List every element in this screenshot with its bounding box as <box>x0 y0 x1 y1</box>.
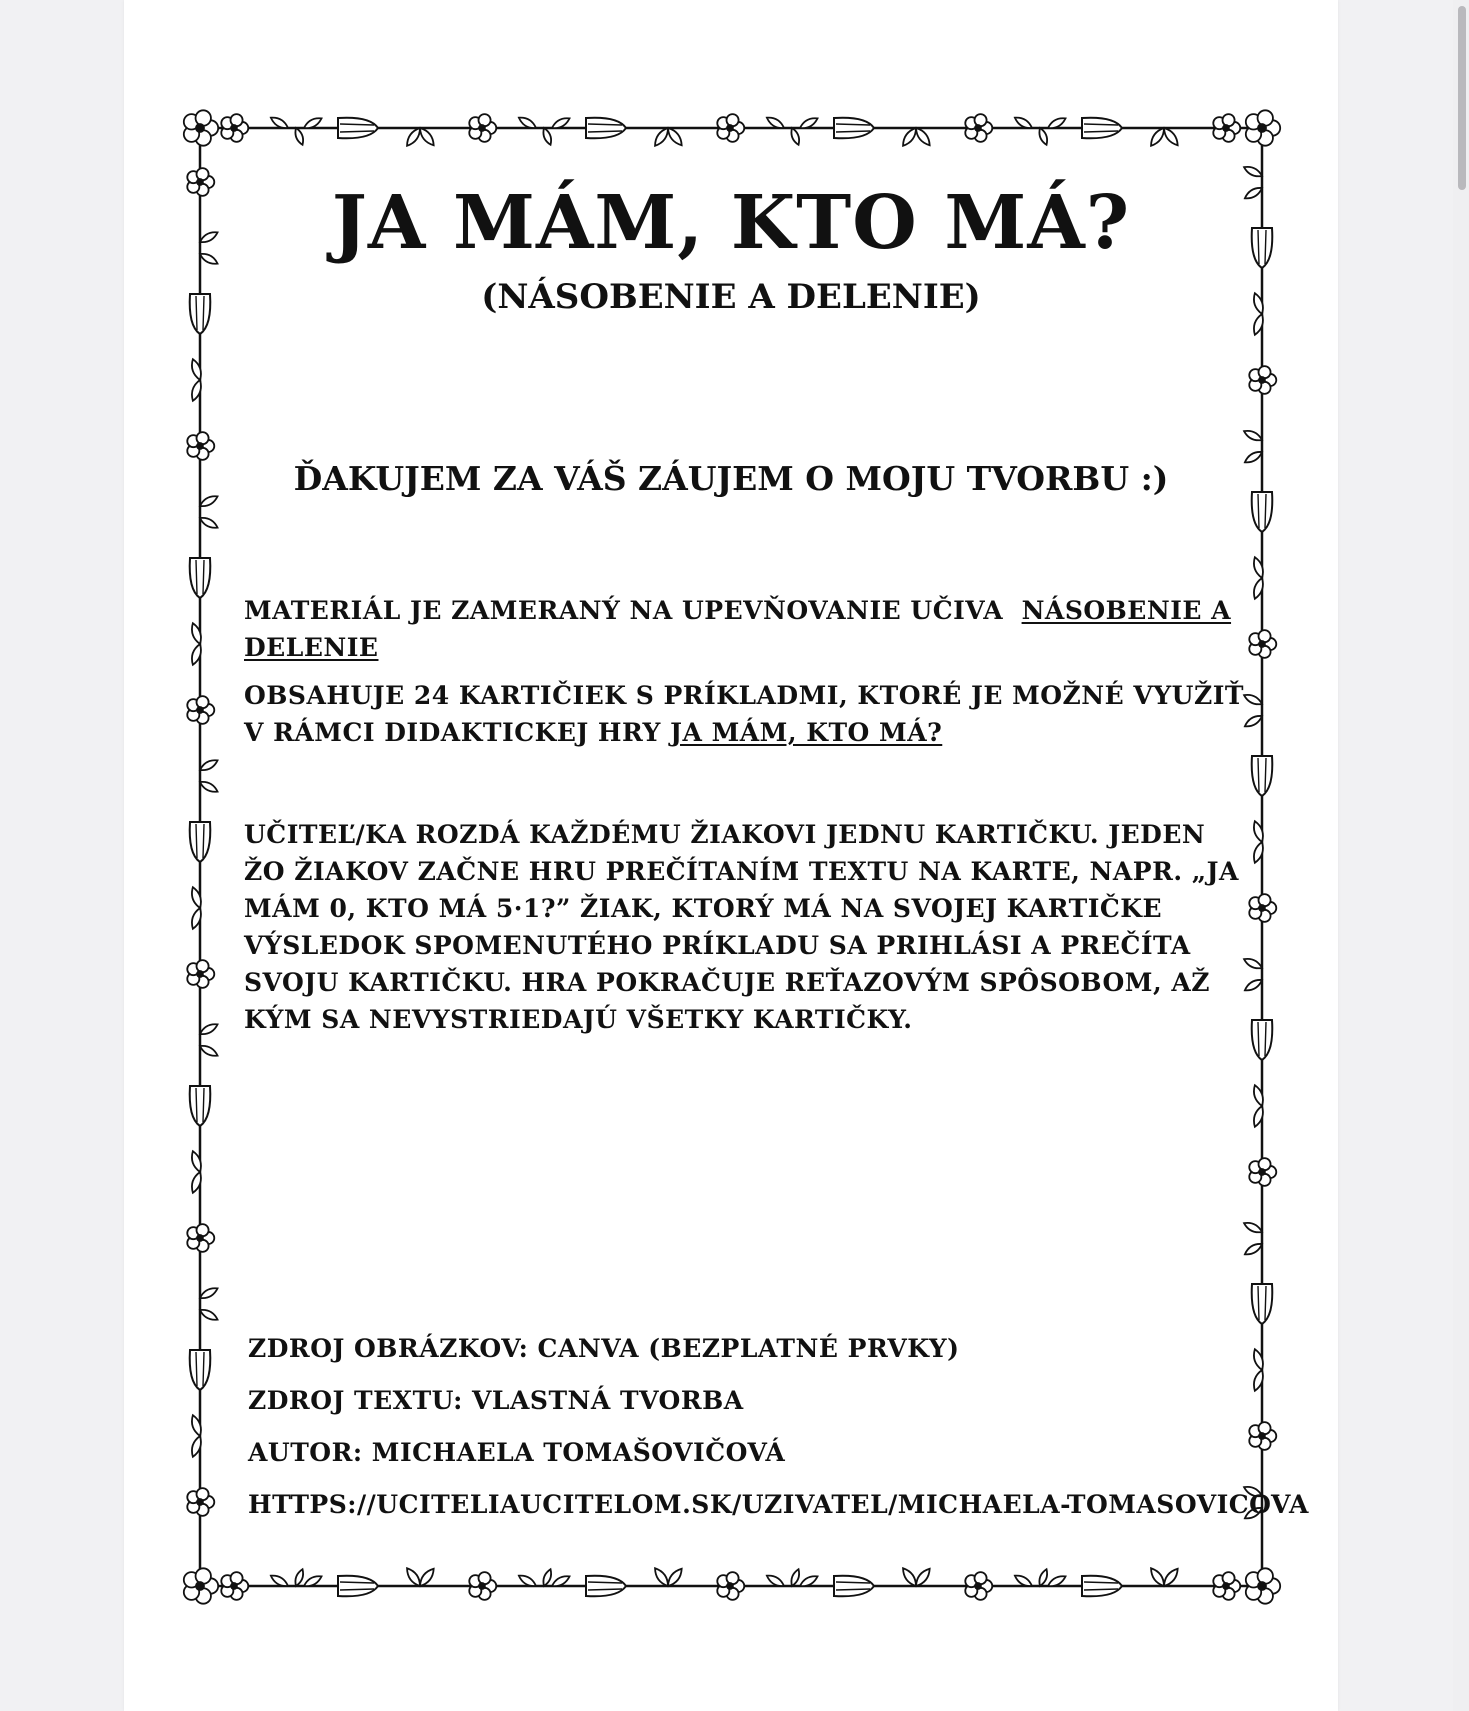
document-subtitle: (NÁSOBENIE A DELENIE) <box>481 277 981 317</box>
credit-text: ZDROJ TEXTU: VLASTNÁ TVORBA <box>248 1386 744 1415</box>
paragraph-contents-text: OBSAHUJE 24 KARTIČIEK S PRÍKLADMI, KTORÉ JE MOŽNÉ VYUŽIŤ V RÁMCI DIDAKTICKEJ HRY <box>244 681 1245 747</box>
credit-author: AUTOR: MICHAELA TOMAŠOVIČOVÁ <box>248 1438 786 1467</box>
thanks-heading: ĎAKUJEM ZA VÁŠ ZÁUJEM O MOJU TVORBU :) <box>293 459 1169 498</box>
document-title: JA MÁM, KTO MÁ? <box>331 180 1131 266</box>
document-content <box>124 0 1338 1711</box>
document-page <box>124 0 1338 1711</box>
vertical-scrollbar[interactable] <box>1453 0 1469 1711</box>
credit-images: ZDROJ OBRÁZKOV: CANVA (BEZPLATNÉ PRVKY) <box>248 1334 960 1363</box>
game-name-link[interactable]: JA MÁM, KTO MÁ? <box>670 718 943 747</box>
paragraph-contents <box>244 677 1244 751</box>
paragraph-material-text: MATERIÁL JE ZAMERANÝ NA UPEVŇOVANIE UČIVA <box>244 596 1004 625</box>
topic-link[interactable]: NÁSOBENIE A DELENIE <box>244 596 1232 662</box>
scrollbar-thumb[interactable] <box>1458 6 1466 190</box>
paragraph-instructions: UČITEĽ/KA ROZDÁ KAŽDÉMU ŽIAKOVI JEDNU KARTIČKU. JEDEN ŽO ŽIAKOV ZAČNE HRU PREČÍTANÍM TEXTU NA KARTE, NAPR. „JA MÁM 0, KTO MÁ 5·1?” ŽIAK, KTORÝ MÁ NA SVOJEJ KARTIČKE VÝSLEDOK SPOMENUTÉHO PRÍKLADU SA PRIHLÁSI A PREČÍTA SVOJU KARTIČKU. HRA POKRAČUJE REŤAZOVÝM SPÔSOBOM, AŽ KÝM SA NEVYSTRIEDAJÚ VŠETKY KARTIČKY. <box>244 820 1239 1034</box>
paragraph-material <box>244 592 1244 666</box>
author-profile-link[interactable]: HTTPS://UCITELIAUCITELOM.SK/UZIVATEL/MICHAELA-TOMASOVICOVA <box>248 1490 1309 1519</box>
